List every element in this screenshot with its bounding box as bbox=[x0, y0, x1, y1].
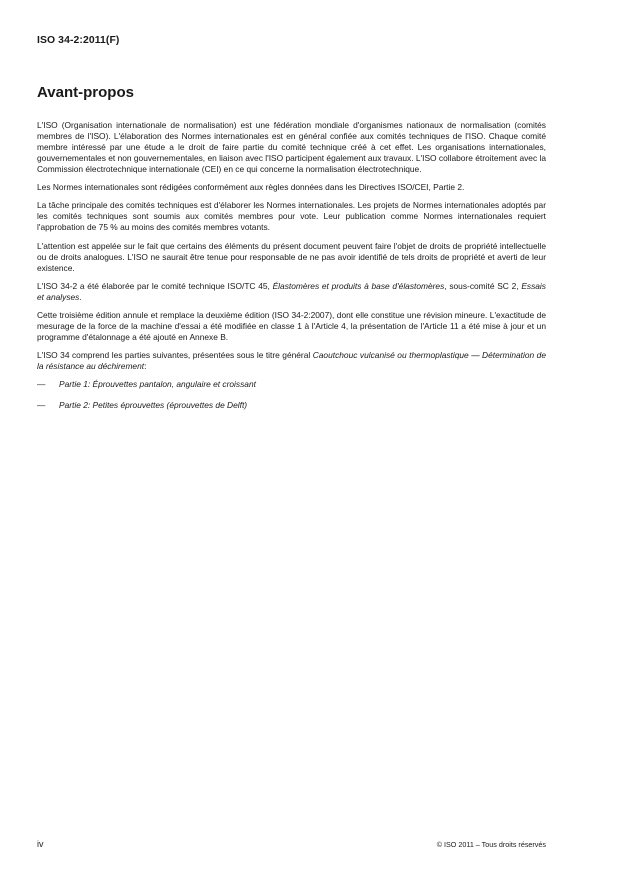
prepared-by-text-2: , sous-comité SC 2, bbox=[444, 280, 522, 291]
committee-title: Élastomères et produits à base d'élastomères bbox=[272, 280, 445, 291]
prepared-by-text-1: L'ISO 34-2 a été élaborée par le comité technique ISO/TC 45, bbox=[37, 280, 273, 291]
paragraph-directives: Les Normes internationales sont rédigées conformément aux règles données dans les Directives ISO/CEI, Partie 2. bbox=[37, 182, 465, 193]
list-item-text: Partie 1: Éprouvettes pantalon, angulaire et croissant bbox=[59, 379, 256, 390]
list-dash: — bbox=[37, 400, 46, 411]
list-item-part-1 bbox=[37, 379, 546, 390]
section-title: Avant-propos bbox=[37, 84, 134, 101]
prepared-by-text-3: . bbox=[79, 291, 82, 302]
general-title: Caoutchouc vulcanisé ou thermoplastique — Détermination de la résistance au déchirement bbox=[37, 350, 546, 372]
paragraph-parts-intro bbox=[37, 350, 546, 372]
page-number: iv bbox=[37, 839, 44, 849]
paragraph-iso-intro: L'ISO (Organisation internationale de normalisation) est une fédération mondiale d'organismes nationaux de normalisation (comités membres de l'ISO). L'élaboration des Normes internationales est en général confiée aux comités techniques de l'ISO. Chaque comité membre intéressé par une étude a le droit de faire partie du comité technique créé à cet effet. Les organisations internationales, gouvernementales et non gouvernementales, en liaison avec l'ISO participent également aux travaux. L'ISO collabore étroitement avec la Commission électrotechnique internationale (CEI) en ce qui concerne la normalisation électrotechnique. bbox=[37, 120, 546, 174]
subcommittee-title: Essais et analyses bbox=[37, 280, 546, 302]
paragraph-edition-revision: Cette troisième édition annule et remplace la deuxième édition (ISO 34-2:2007), dont elle constitue une révision mineure. L'exactitude de mesurage de la force de la machine d'essai a été modifiée en classe 1 à l'Article 4, la présentation de l'Article 11 a été mise à jour et un programme d'étalonnage a été ajouté en Annexe B. bbox=[37, 309, 546, 342]
paragraph-committees-task: La tâche principale des comités techniques est d'élaborer les Normes internationales. Les projets de Normes internationales adoptés par les comités techniques sont soumis aux comités membres pour vote. Leur publication comme Normes internationales requiert l'approbation de 75 % au moins des comités membres votants. bbox=[37, 200, 546, 233]
list-dash: — bbox=[37, 379, 46, 390]
foreword-body bbox=[37, 120, 546, 421]
list-item-part-2 bbox=[37, 400, 546, 411]
paragraph-patent-rights: L'attention est appelée sur le fait que certains des éléments du présent document peuvent faire l'objet de droits de propriété intellectuelle ou de droits analogues. L'ISO ne saurait être tenue pour responsable de ne pas avoir identifié de tels droits de propriété et averti de leur existence. bbox=[37, 240, 546, 273]
document-code-header: ISO 34-2:2011(F) bbox=[37, 35, 120, 46]
copyright-notice: © ISO 2011 – Tous droits réservés bbox=[436, 840, 546, 849]
paragraph-prepared-by bbox=[37, 281, 546, 303]
parts-intro-text-2: : bbox=[144, 361, 147, 372]
list-item-text: Partie 2: Petites éprouvettes (éprouvettes de Delft) bbox=[59, 400, 248, 411]
parts-intro-text-1: L'ISO 34 comprend les parties suivantes, présentées sous le titre général bbox=[37, 350, 313, 361]
